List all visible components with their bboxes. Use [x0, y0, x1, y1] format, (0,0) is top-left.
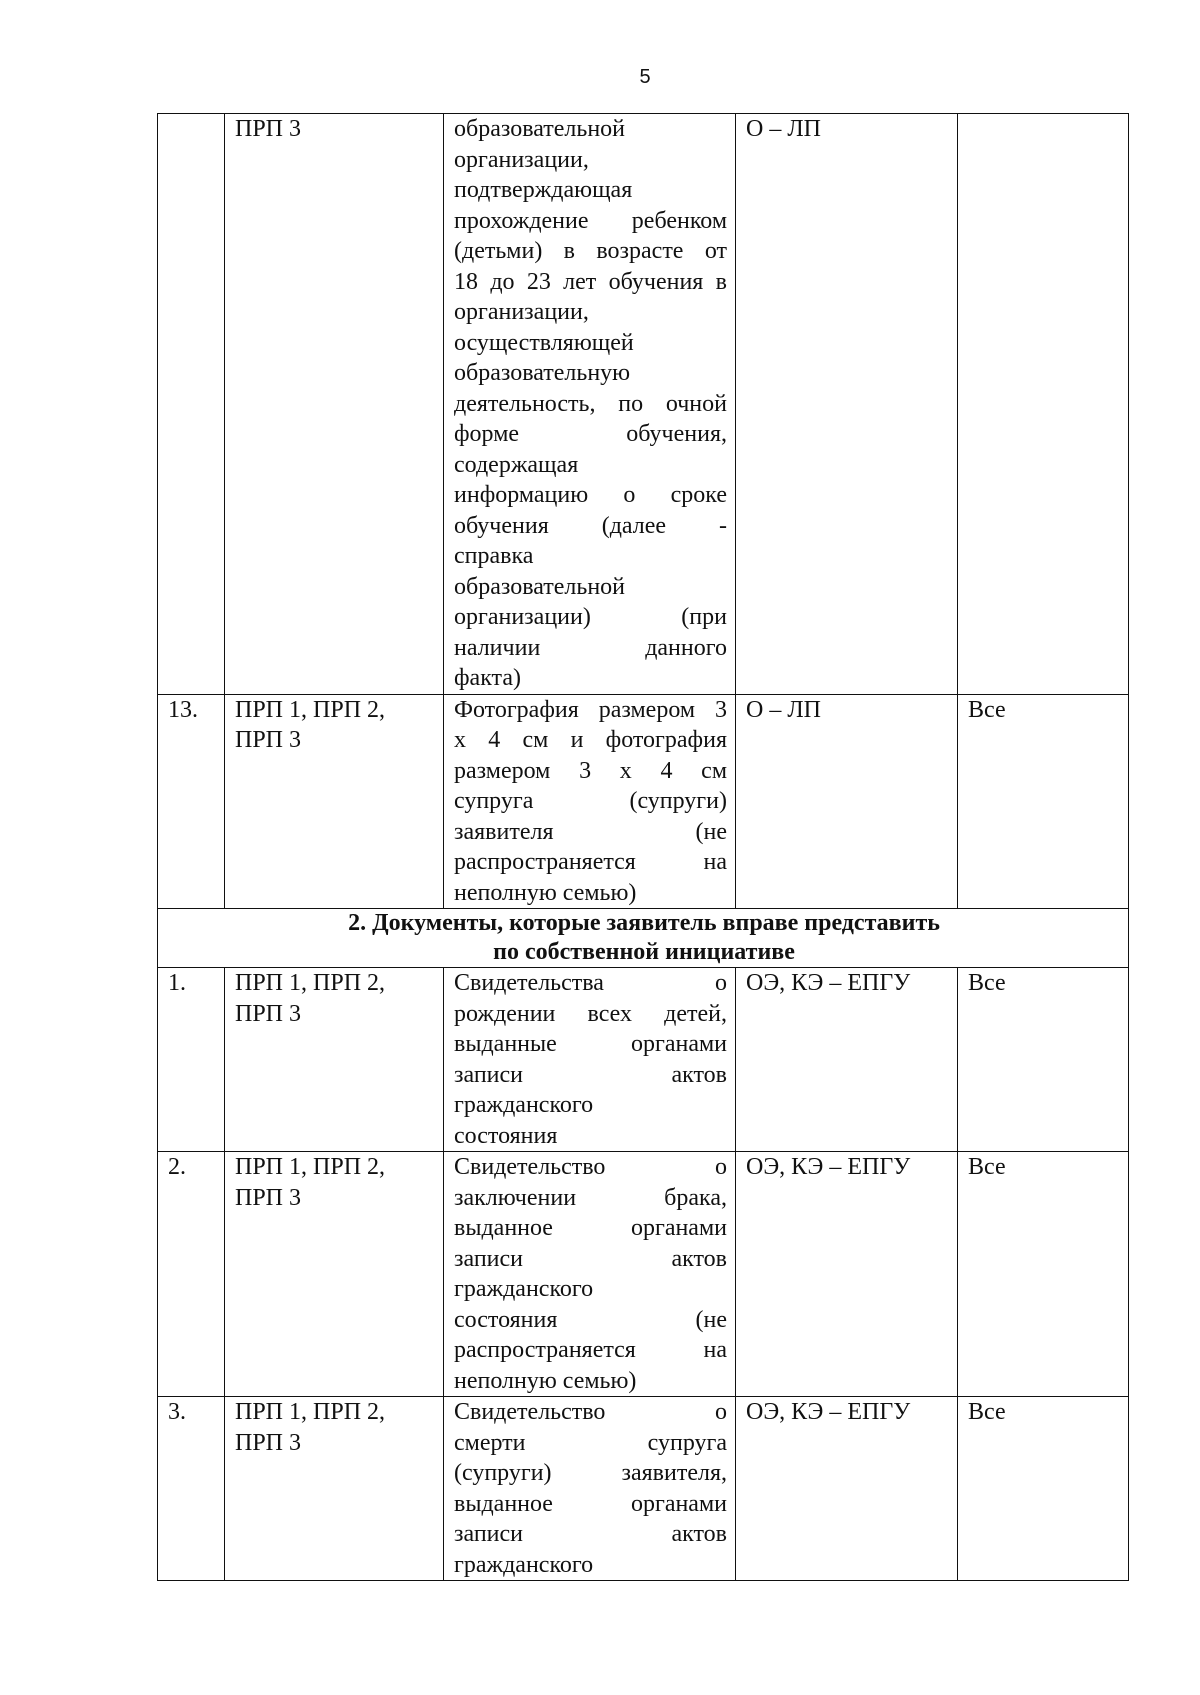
submission-form-cell [736, 694, 958, 909]
description-line: гражданского [454, 1092, 594, 1118]
applies-to: Все [968, 1154, 1006, 1180]
description-cell [444, 1152, 736, 1397]
description-line: состояния [454, 1122, 558, 1149]
category-cell [225, 694, 444, 909]
description-line: организации, [454, 299, 589, 325]
table-section [158, 909, 1129, 968]
table-row [158, 1397, 1129, 1581]
row-number-cell [158, 1397, 225, 1581]
applies-to-cell [958, 694, 1129, 909]
row-number: 2. [168, 1154, 186, 1180]
description-line: состояния (не [454, 1306, 727, 1333]
section-heading [158, 909, 1129, 968]
table-row [158, 1152, 1129, 1397]
description-line: записи актов [454, 1061, 727, 1088]
description-cell [444, 114, 736, 695]
description-line: заключении брака, [454, 1184, 727, 1211]
applies-to-cell [958, 1397, 1129, 1581]
description-line: форме обучения, [454, 421, 727, 447]
description-line: Фотография размером 3 [454, 696, 727, 723]
category-line: ПРП 1, ПРП 2, [235, 696, 386, 723]
section-title-line-2: по собственной инициативе [493, 939, 795, 965]
description-line: справка [454, 543, 534, 569]
description-line: выданное органами [454, 1215, 727, 1241]
submission-form: О – ЛП [746, 696, 821, 723]
applies-to-cell [958, 114, 1129, 695]
description-line: обучения (далее - [454, 512, 727, 539]
description-line: факта) [454, 665, 521, 691]
description-line: смерти супруга [454, 1429, 727, 1456]
row-number: 1. [168, 970, 186, 996]
description-cell [444, 968, 736, 1152]
section-title-line-1: 2. Документы, которые заявитель вправе представить [348, 910, 940, 936]
row-number: 3. [168, 1399, 186, 1425]
submission-form-cell [736, 1152, 958, 1397]
category-line: ПРП 3 [235, 1000, 302, 1027]
category-line: ПРП 1, ПРП 2, [235, 1399, 386, 1425]
description-line: прохождение ребенком [454, 207, 727, 234]
description-line: гражданского [454, 1276, 594, 1302]
applies-to-cell [958, 1152, 1129, 1397]
description-line: образовательную [454, 360, 631, 386]
description-line: наличии данного [454, 634, 727, 661]
category-line: ПРП 3 [235, 727, 302, 753]
category-cell [225, 114, 444, 695]
row-number-cell [158, 968, 225, 1152]
table-row [158, 694, 1129, 909]
description-line: распространяется на [454, 849, 727, 875]
applies-to: Все [968, 696, 1006, 723]
category-cell [225, 1397, 444, 1581]
description-line: выданное органами [454, 1490, 727, 1517]
submission-form-cell [736, 1397, 958, 1581]
description-line: Свидетельство о [454, 1154, 727, 1180]
category-line: ПРП 3 [235, 1184, 302, 1211]
description-line: заявителя (не [454, 818, 727, 845]
description-line: записи актов [454, 1245, 727, 1272]
row-number: 13. [168, 696, 198, 723]
applies-to-cell [958, 968, 1129, 1152]
description-line: неполную семью) [454, 879, 637, 906]
description-line: рождении всех детей, [454, 1000, 727, 1027]
category-line: ПРП 1, ПРП 2, [235, 1154, 386, 1180]
description-line: деятельность, по очной [454, 390, 727, 417]
description-line: образовательной [454, 573, 625, 600]
table-row [158, 114, 1129, 695]
description-line: супруга (супруги) [454, 788, 727, 814]
description-line: осуществляющей [454, 329, 634, 356]
description-line: записи актов [454, 1521, 727, 1547]
description-line: гражданского [454, 1551, 594, 1578]
category-cell [225, 968, 444, 1152]
submission-form-cell [736, 968, 958, 1152]
description-line: информацию о сроке [454, 482, 727, 508]
description-line: (супруги) заявителя, [454, 1460, 727, 1486]
description-line: подтверждающая [454, 177, 633, 203]
category-line: ПРП 1, ПРП 2, [235, 970, 386, 996]
category-cell [225, 1152, 444, 1397]
submission-form: ОЭ, КЭ – ЕПГУ [746, 1399, 911, 1425]
description-line: содержащая [454, 451, 579, 478]
description-cell [444, 694, 736, 909]
description-line: организации) (при [454, 604, 727, 630]
description-line: (детьми) в возрасте от [454, 238, 727, 264]
description-line: Свидетельства о [454, 970, 727, 996]
description-line: неполную семью) [454, 1367, 637, 1394]
description-line: организации, [454, 146, 589, 173]
section-header-row [158, 909, 1129, 968]
description-line: выданные органами [454, 1031, 727, 1057]
description-line: распространяется на [454, 1337, 727, 1363]
submission-form: ОЭ, КЭ – ЕПГУ [746, 970, 911, 996]
row-number-cell [158, 694, 225, 909]
description-line: размером 3 х 4 см [454, 757, 727, 784]
row-number-cell [158, 1152, 225, 1397]
submission-form-cell [736, 114, 958, 695]
table-body-top [158, 114, 1129, 909]
row-number-cell [158, 114, 225, 695]
description-cell [444, 1397, 736, 1581]
description-line: х 4 см и фотография [454, 727, 727, 753]
applies-to: Все [968, 1399, 1006, 1425]
table-body-bottom [158, 968, 1129, 1581]
table-row [158, 968, 1129, 1152]
description-line: 18 до 23 лет обучения в [454, 268, 727, 295]
category-line: ПРП 3 [235, 116, 302, 142]
applies-to: Все [968, 970, 1006, 996]
submission-form: ОЭ, КЭ – ЕПГУ [746, 1154, 911, 1180]
description-line: Свидетельство о [454, 1399, 727, 1425]
category-line: ПРП 3 [235, 1429, 302, 1456]
documents-table [157, 113, 1129, 1581]
submission-form: О – ЛП [746, 116, 821, 142]
description-line: образовательной [454, 116, 625, 142]
page-number: 5 [639, 66, 651, 88]
